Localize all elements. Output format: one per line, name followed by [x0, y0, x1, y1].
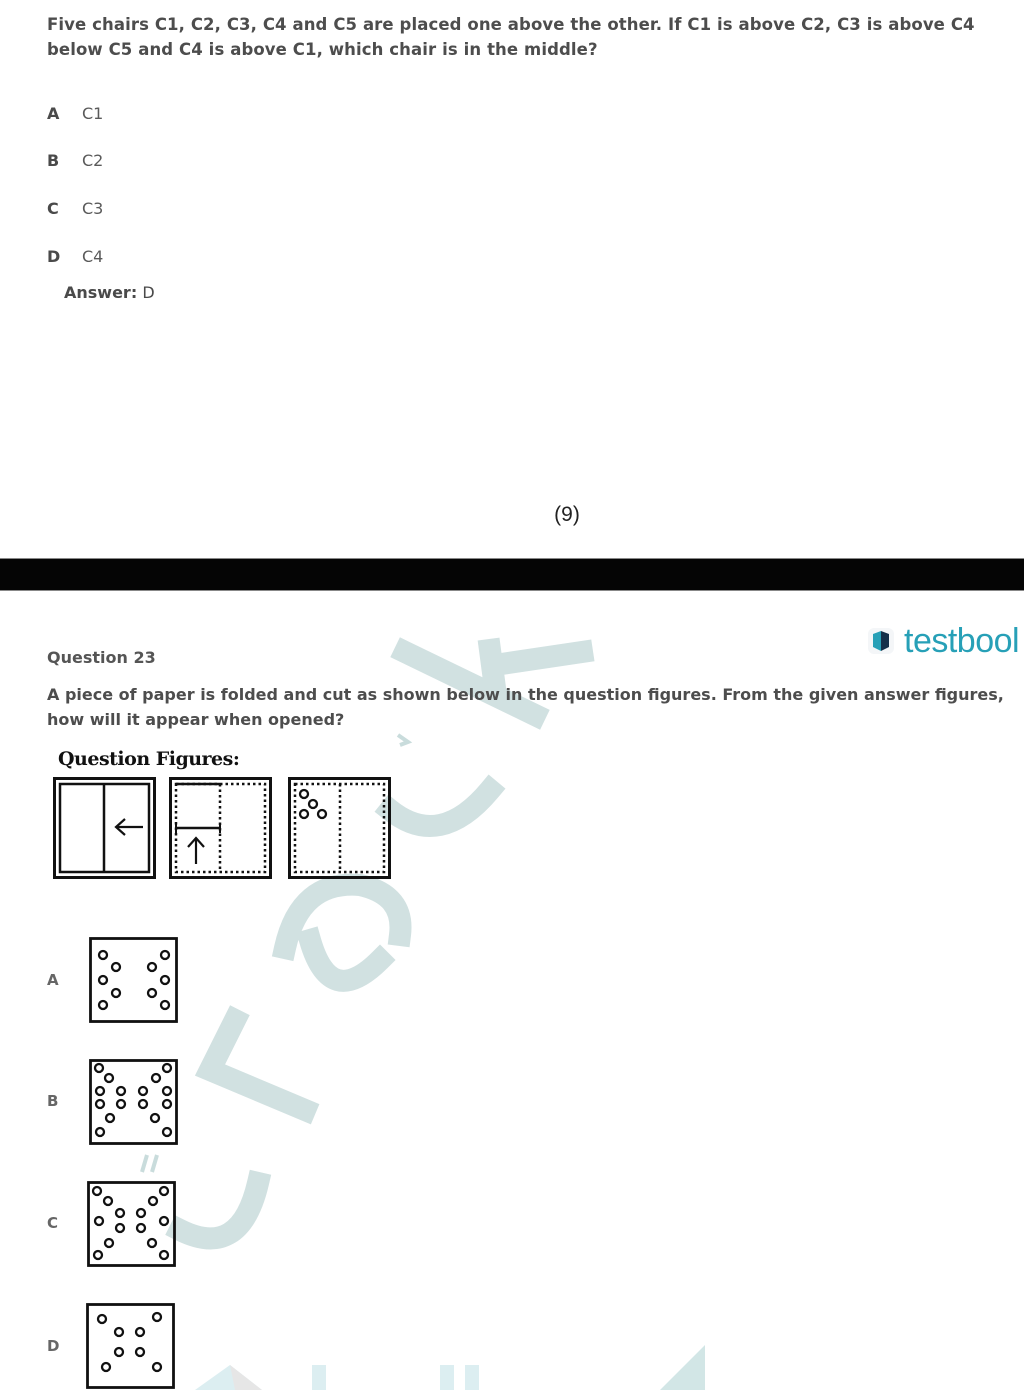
answer-option-letter-c[interactable]: C — [47, 1214, 59, 1232]
question-figure-1 — [53, 777, 157, 880]
logo-text: testbool — [904, 622, 1020, 660]
question-text: A piece of paper is folded and cut as shown below in the question figures. From the given answer figures, how will it appear when opened? — [47, 685, 1004, 729]
arrow-left-icon — [116, 819, 143, 835]
answer-option-letter-a[interactable]: A — [47, 971, 59, 989]
question-number: Question 23 — [47, 648, 156, 667]
page-divider-bar — [0, 558, 1024, 591]
answer-option-letter-d[interactable]: D — [47, 1337, 60, 1355]
answer-figure-b[interactable] — [89, 1059, 179, 1145]
option-value: C1 — [82, 104, 104, 123]
option-letter: C — [47, 199, 59, 218]
question-text: Five chairs C1, C2, C3, C4 and C5 are placed one above the other. If C1 is above C2, C3 is above C4 below C5 and C4 is above C1, which chair is in the middle? — [47, 15, 975, 59]
question-figures-label: Question Figures: — [58, 748, 240, 770]
answer-figure-d[interactable] — [86, 1303, 176, 1389]
page-number: (9) — [554, 503, 580, 526]
option-value: C3 — [82, 199, 104, 218]
option-value: C2 — [82, 151, 104, 170]
testbook-logo — [868, 624, 1019, 658]
option-c[interactable] — [47, 199, 103, 218]
answer-figure-a[interactable] — [89, 937, 179, 1023]
option-letter: A — [47, 104, 60, 123]
option-b[interactable] — [47, 151, 103, 170]
option-letter: B — [47, 151, 60, 170]
arrow-up-icon — [188, 838, 204, 864]
question-figure-3 — [288, 777, 392, 880]
question-figure-2 — [169, 777, 273, 880]
answer-figure-c[interactable] — [87, 1181, 177, 1267]
option-a[interactable] — [47, 104, 103, 123]
option-d[interactable] — [47, 247, 103, 266]
answer-line — [64, 283, 155, 302]
answer-option-letter-b[interactable]: B — [47, 1092, 59, 1110]
answer-label: Answer: — [64, 283, 138, 302]
option-letter: D — [47, 247, 61, 266]
testbook-book-icon — [868, 628, 894, 654]
option-value: C4 — [82, 247, 104, 266]
answer-value: D — [142, 283, 155, 302]
